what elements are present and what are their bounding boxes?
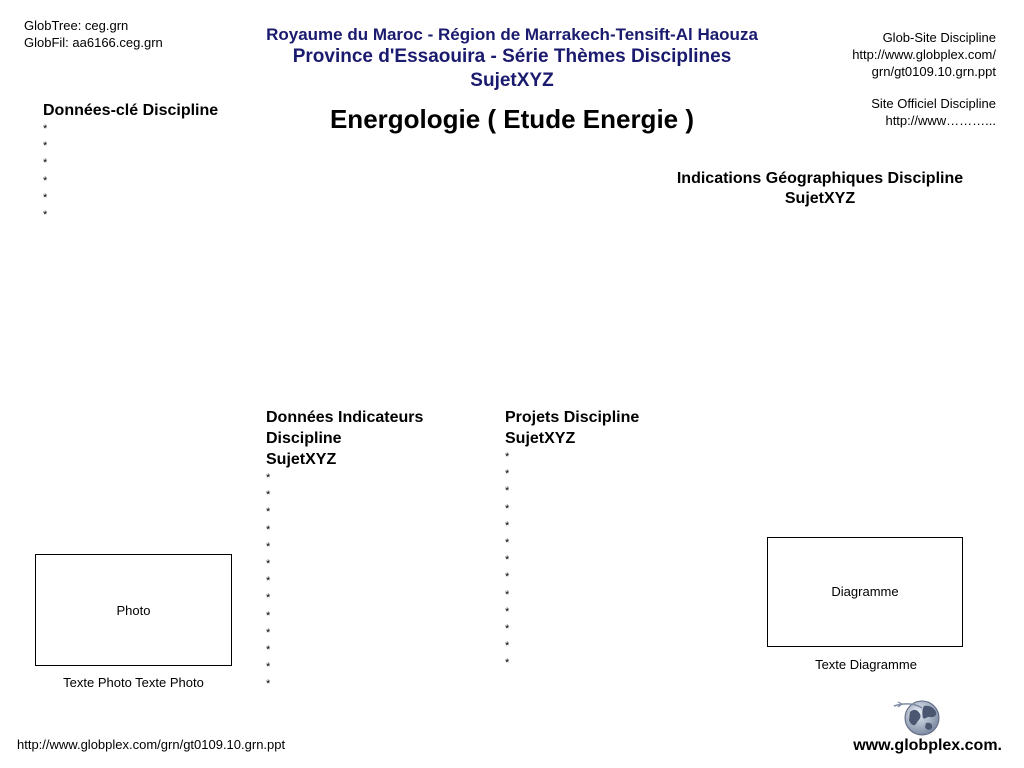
projets-section [505,407,639,673]
list-item: * [43,123,48,135]
globtree-text: GlobTree: ceg.grn [24,18,129,33]
globe-logo-icon [892,696,948,738]
list-item: * [266,609,271,622]
donnees-cle-section [43,100,218,224]
footer-url[interactable]: http://www.globplex.com/grn/gt0109.10.grn.ppt [17,737,286,752]
list-item: * [266,472,271,484]
donnees-cle-title: Données-clé Discipline [43,102,219,119]
list-item: * [43,209,48,222]
indicateurs-list [266,470,423,694]
footer-site-link[interactable]: www.globplex.com. [853,737,1002,754]
list-item: * [505,605,510,618]
projets-list [505,449,639,673]
glob-site-url-2[interactable]: grn/gt0109.10.grn.ppt [871,64,996,79]
header-line-1: Royaume du Maroc - Région de Marrakech-Tensift-Al Haouza [266,25,758,44]
indicateurs-title-3: SujetXYZ [266,451,337,468]
glob-site-url-1[interactable]: http://www.globplex.com/ [852,47,996,62]
list-item: * [266,540,271,553]
header-line-2: Province d'Essaouira - Série Thèmes Disciplines [292,46,732,67]
list-item: * [266,489,271,502]
list-item: * [266,523,271,536]
site-officiel-url[interactable]: http://www………... [885,113,996,128]
list-item: * [266,644,271,657]
list-item: * [505,571,510,584]
list-item: * [266,592,271,605]
list-item: * [505,640,510,653]
list-item: * [505,519,510,532]
projets-title-2: SujetXYZ [505,430,576,447]
list-item: * [505,537,510,550]
page-header [200,24,824,93]
list-item: * [505,588,510,601]
indications-geo-subject: SujetXYZ [784,190,856,207]
list-item: * [266,558,271,571]
globfil-text: GlobFil: aa6166.ceg.grn [24,35,163,50]
list-item: * [266,506,271,519]
list-item: * [266,575,271,588]
list-item: * [266,626,271,639]
list-item: * [505,623,510,636]
list-item: * [505,502,510,515]
indications-geo-title: Indications Géographiques Discipline [676,170,964,187]
glob-site-label: Glob-Site Discipline [882,30,996,45]
list-item: * [266,678,271,691]
glob-site-info [852,29,996,80]
projets-title-1: Projets Discipline [505,409,640,426]
list-item: * [43,191,48,204]
photo-label: Photo [116,602,151,618]
diagram-label: Diagramme [831,583,899,599]
list-item: * [505,485,510,498]
list-item: * [505,657,510,670]
header-line-3: SujetXYZ [470,70,554,91]
donnees-cle-list [43,121,218,224]
indicateurs-title-1: Données Indicateurs [266,409,424,426]
diagram-placeholder [767,537,963,647]
site-officiel-label: Site Officiel Discipline [871,96,996,111]
list-item: * [505,451,510,463]
main-title: Energologie ( Etude Energie ) [329,104,695,134]
photo-placeholder [35,554,232,666]
list-item: * [43,140,48,153]
photo-caption: Texte Photo Texte Photo [63,675,204,690]
indicateurs-title-2: Discipline [266,430,342,447]
indications-geo-section [655,169,985,209]
globtree-info [24,17,163,51]
site-officiel-info [871,95,996,129]
list-item: * [505,468,510,481]
diagram-caption: Texte Diagramme [815,657,917,672]
list-item: * [43,174,48,187]
list-item: * [505,554,510,567]
list-item: * [43,157,48,170]
list-item: * [266,661,271,674]
donnees-indicateurs-section [266,407,423,694]
